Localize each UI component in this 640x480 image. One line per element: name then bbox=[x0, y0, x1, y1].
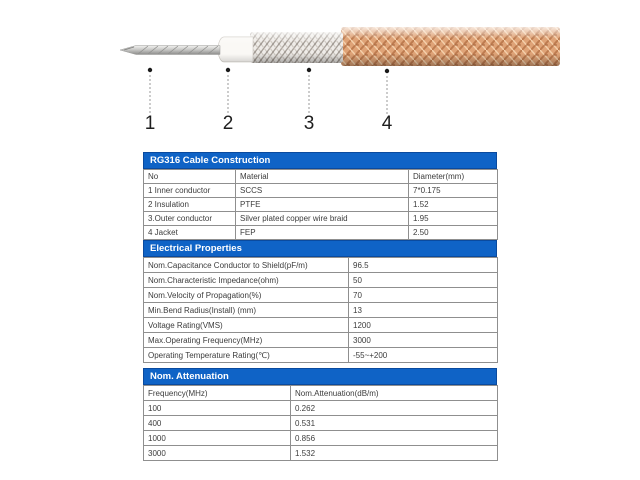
cell: -55~+200 bbox=[349, 348, 498, 363]
cell: 13 bbox=[349, 303, 498, 318]
table-row bbox=[144, 318, 498, 333]
table-row bbox=[144, 348, 498, 363]
cell: 50 bbox=[349, 273, 498, 288]
table-row bbox=[144, 258, 498, 273]
cell: Voltage Rating(VMS) bbox=[144, 318, 349, 333]
col-header: Nom.Attenuation(dB/m) bbox=[291, 386, 498, 401]
table-row bbox=[144, 273, 498, 288]
cell: 1.52 bbox=[409, 198, 498, 212]
inner-conductor-layer bbox=[120, 46, 220, 55]
cell: 1.95 bbox=[409, 212, 498, 226]
table-row bbox=[144, 333, 498, 348]
construction-title-bar bbox=[143, 152, 497, 169]
layer-label-3: 3 bbox=[303, 113, 315, 134]
table-row bbox=[144, 446, 498, 461]
cell: 4 Jacket bbox=[144, 226, 236, 240]
cell: 7*0.175 bbox=[409, 184, 498, 198]
table-row bbox=[144, 212, 498, 226]
table-row bbox=[144, 431, 498, 446]
cell: 3.Outer conductor bbox=[144, 212, 236, 226]
insulation-layer bbox=[218, 37, 253, 62]
cell: 0.856 bbox=[291, 431, 498, 446]
cell: PTFE bbox=[236, 198, 409, 212]
col-header: No bbox=[144, 170, 236, 184]
section-title: Nom. Attenuation bbox=[150, 371, 229, 382]
electrical-table bbox=[143, 257, 498, 363]
layer-label-1: 1 bbox=[144, 113, 156, 134]
table-row bbox=[144, 303, 498, 318]
table-row bbox=[144, 401, 498, 416]
col-header: Diameter(mm) bbox=[409, 170, 498, 184]
construction-table bbox=[143, 169, 498, 240]
cell: Nom.Characteristic Impedance(ohm) bbox=[144, 273, 349, 288]
cable-cutaway-figure bbox=[0, 0, 640, 150]
cell: Min.Bend Radius(Install) (mm) bbox=[144, 303, 349, 318]
col-header: Material bbox=[236, 170, 409, 184]
spec-sheet bbox=[143, 152, 497, 461]
cell: 70 bbox=[349, 288, 498, 303]
cell: Nom.Capacitance Conductor to Shield(pF/m) bbox=[144, 258, 349, 273]
attenuation-table bbox=[143, 385, 498, 461]
cell: 0.262 bbox=[291, 401, 498, 416]
cell: SCCS bbox=[236, 184, 409, 198]
col-header: Frequency(MHz) bbox=[144, 386, 291, 401]
cell: 1000 bbox=[144, 431, 291, 446]
leader-lines bbox=[150, 75, 387, 114]
table-row bbox=[144, 416, 498, 431]
section-title: RG316 Cable Construction bbox=[150, 155, 271, 166]
layer-label-4: 4 bbox=[381, 113, 393, 134]
cell: 96.5 bbox=[349, 258, 498, 273]
electrical-title-bar bbox=[143, 240, 497, 257]
table-row bbox=[144, 288, 498, 303]
cell: FEP bbox=[236, 226, 409, 240]
leader-dots bbox=[148, 68, 389, 73]
layer-label-2: 2 bbox=[222, 113, 234, 134]
table-row bbox=[144, 198, 498, 212]
cell: Max.Operating Frequency(MHz) bbox=[144, 333, 349, 348]
cell: Nom.Velocity of Propagation(%) bbox=[144, 288, 349, 303]
cell: 1.532 bbox=[291, 446, 498, 461]
cell: 3000 bbox=[349, 333, 498, 348]
cell: 2.50 bbox=[409, 226, 498, 240]
section-title: Electrical Properties bbox=[150, 243, 242, 254]
cell: Operating Temperature Rating(℃) bbox=[144, 348, 349, 363]
table-row bbox=[144, 226, 498, 240]
table-header-row bbox=[144, 386, 498, 401]
table-header-row bbox=[144, 170, 498, 184]
cell: 1200 bbox=[349, 318, 498, 333]
cell: 3000 bbox=[144, 446, 291, 461]
cell: 2 Insulation bbox=[144, 198, 236, 212]
table-row bbox=[144, 184, 498, 198]
cell: 0.531 bbox=[291, 416, 498, 431]
jacket-braid-layer bbox=[341, 27, 560, 66]
cell: 100 bbox=[144, 401, 291, 416]
attenuation-title-bar bbox=[143, 368, 497, 385]
cell: Silver plated copper wire braid bbox=[236, 212, 409, 226]
outer-conductor-layer bbox=[250, 32, 343, 63]
cell: 1 Inner conductor bbox=[144, 184, 236, 198]
cell: 400 bbox=[144, 416, 291, 431]
